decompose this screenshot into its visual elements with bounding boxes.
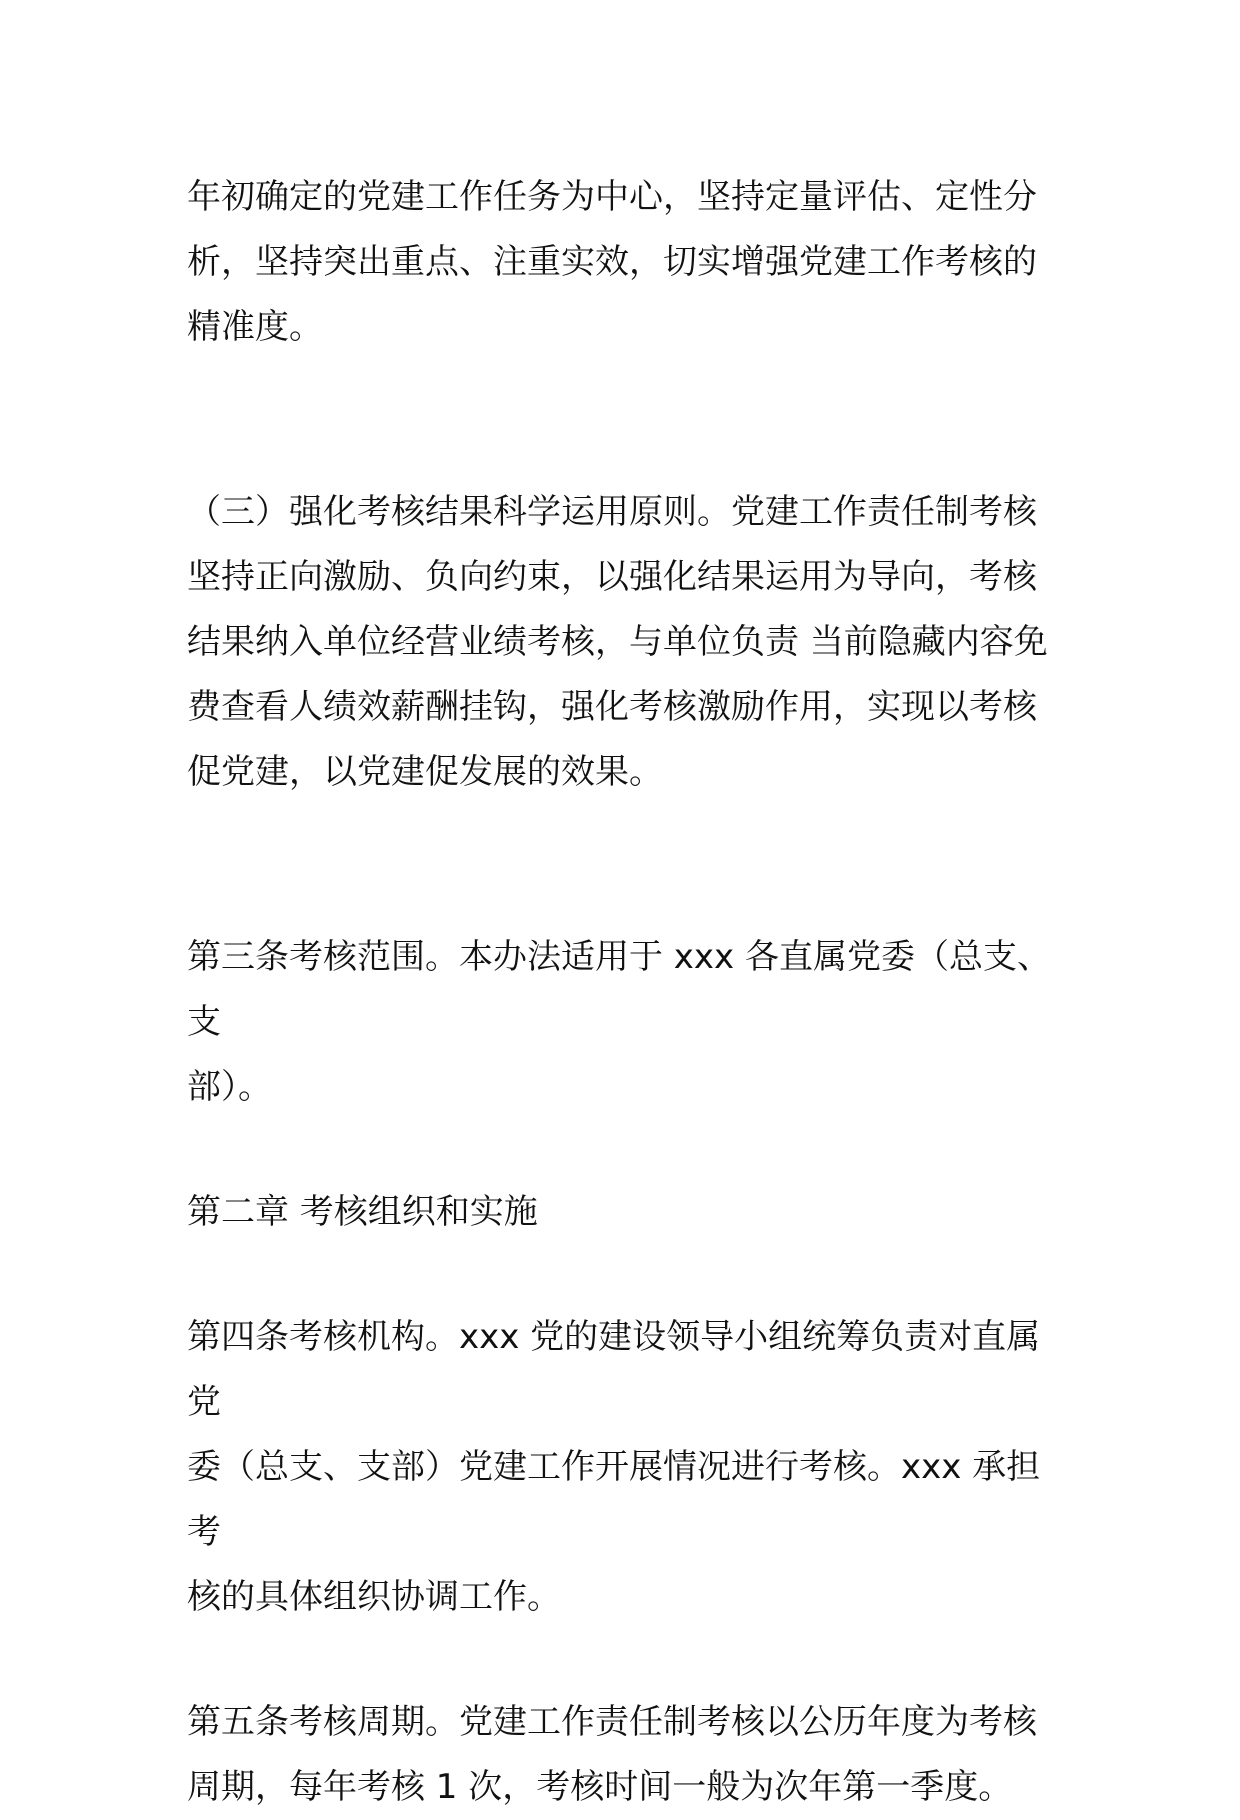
paragraph-article-4: 第四条考核机构。xxx 党的建设领导小组统筹负责对直属党 委（总支、支部）党建工作开展情况进行考核。xxx 承担考 核的具体组织协调工作。 (187, 1317, 1041, 1617)
paragraph-spacer (187, 360, 1057, 480)
paragraph-article-5: 第五条考核周期。党建工作责任制考核以公历年度为考核 周期，每年考核 1 次，考核时间一般为次年第一季度。 (187, 1702, 1037, 1807)
document-body (187, 165, 1057, 1820)
paragraph-article-3: 第三条考核范围。本办法适用于 xxx 各直属党委（总支、支 部）。 (187, 937, 1051, 1107)
paragraph-spacer (187, 1245, 1057, 1305)
chapter-2-heading: 第二章 考核组织和实施 (187, 1192, 538, 1232)
paragraph-spacer (187, 805, 1057, 925)
paragraph-spacer (187, 1120, 1057, 1180)
paragraph-spacer (187, 1630, 1057, 1690)
paragraph-principle-3: （三）强化考核结果科学运用原则。党建工作责任制考核 坚持正向激励、负向约束，以强化结果运用为导向，考核 结果纳入单位经营业绩考核，与单位负责 当前隐藏内容免 费查看人绩效薪酬挂钩，强化考核激励作用，实现以考核 促党建，以党建促发展的效果。 (187, 492, 1048, 792)
paragraph-principle-2-continued: 年初确定的党建工作任务为中心，坚持定量评估、定性分 析，坚持突出重点、注重实效，切实增强党建工作考核的 精准度。 (187, 177, 1037, 347)
